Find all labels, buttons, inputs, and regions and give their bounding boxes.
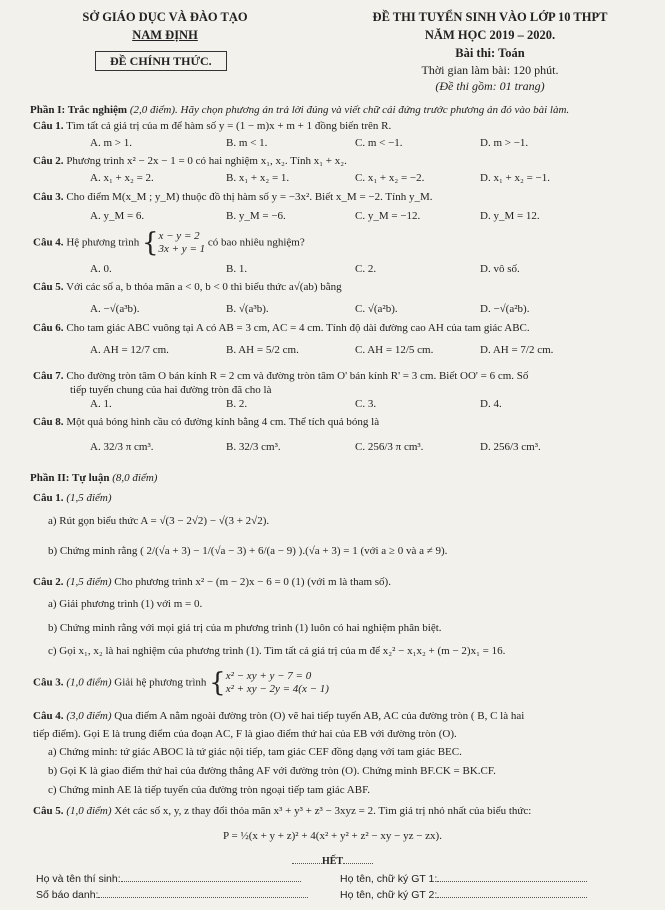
q4-label: Câu 4. [33,236,64,249]
left-city: NAM ĐỊNH [132,28,198,42]
page-count: (Đề thi gồm: 01 trang) [435,79,545,93]
supervisor1-line [340,873,587,885]
q8-text: Một quả bóng hình cầu có đường kính bằng 4 cm. Thể tích quả bóng là [66,416,380,428]
supervisor1-label: Họ tên, chữ ký GT 1: [340,873,438,885]
q1-text: Tìm tất cả giá trị của m để hàm số y = (1 − m)x + m + 1 đồng biến trên R. [66,120,392,132]
part2-heading [30,472,157,485]
q3-stem [33,191,432,204]
essay-q2-b: b) Chứng minh rằng với mọi giá trị của m phương trình (1) luôn có hai nghiệm phân biệt. [48,622,442,634]
essay-q2-a: a) Giải phương trình (1) với m = 0. [48,598,203,610]
q3-opt-b: B. y_M = −6. [226,210,286,222]
essay-q2-label: Câu 2. [33,576,64,588]
q4-sys-line1: x − y = 2 [158,230,200,242]
essay-q3-system [226,670,329,696]
end-label: HẾT [321,856,344,867]
q5-label: Câu 5. [33,281,64,293]
candidate-number-line [36,889,308,901]
q5-text: Với các số a, b thỏa mãn a < 0, b < 0 thì biểu thức a√(ab) bằng [66,281,342,293]
essay-q2-points: (1,5 điểm) [66,576,112,588]
q4-stem [33,230,305,256]
q4-opt-c: C. 2. [355,263,377,275]
q8-label: Câu 8. [33,416,64,428]
q3-opt-a: A. y_M = 6. [90,210,145,222]
essay-q1-b: b) Chứng minh rằng ( 2/(√a + 3) − 1/(√a − 3) + 6/(a − 9) ).(√a + 3) = 1 (với a ≥ 0 và a ≠ 9). [48,545,448,557]
q5-opt-b: B. √(a³b). [226,303,269,315]
q6-text: Cho tam giác ABC vuông tại A có AB = 3 cm, AC = 4 cm. Tính độ dài đường cao AH của tam giác ABC. [66,322,530,334]
q3-text: Cho điểm M(x_M ; y_M) thuộc đồ thị hàm số y = −3x². Biết x_M = −2. Tính y_M. [66,191,433,203]
q7-text: Cho đường tròn tâm O bán kính R = 2 cm và đường tròn tâm O' bán kính R' = 3 cm. Biết OO' = 6 cm. Số [66,370,529,382]
q8-opt-d: D. 256/3 cm³. [480,441,541,453]
q4-text-after: có bao nhiêu nghiệm? [207,236,305,249]
essay-q1-a: a) Rút gọn biểu thức A = √(3 − 2√2) − √(3 + 2√2). [48,515,270,527]
q6-opt-b: B. AH = 5/2 cm. [226,344,299,356]
part1-points: (2,0 điểm). [129,104,178,116]
end-dots-left [292,863,322,864]
q5-stem [33,281,342,294]
q8-opt-a: A. 32/3 π cm³. [90,441,154,453]
q1-label: Câu 1. [33,120,64,132]
q3-opt-c: C. y_M = −12. [355,210,421,222]
left-org: SỞ GIÁO DỤC VÀ ĐÀO TẠO [82,10,248,24]
q6-opt-d: D. AH = 7/2 cm. [480,344,554,356]
q7-opt-a: A. 1. [90,398,112,410]
essay-q5-text: Xét các số x, y, z thay đổi thỏa mãn x³ + y³ + z³ − 3xyz = 2. Tìm giá trị nhỏ nhất của biểu thức: [114,805,532,817]
q1-opt-a: A. m > 1. [90,137,132,149]
part1-heading [30,104,569,117]
candidate-number-label: Số báo danh: [36,889,99,901]
q8-stem [33,416,379,429]
candidate-name-label: Họ và tên thí sinh: [36,873,121,885]
supervisor2-blank [437,897,587,898]
q8-opt-c: C. 256/3 π cm³. [355,441,424,453]
candidate-name-blank [121,881,301,882]
q7-opt-c: C. 3. [355,398,377,410]
q7-stem [33,370,528,383]
end-dots-right [343,863,373,864]
essay-q4-b: b) Gọi K là giao điểm thứ hai của đường thẳng AF với đường tròn (O). Chứng minh BF.CK = BK.CF. [48,765,496,777]
q8-opt-b: B. 32/3 cm³. [226,441,281,453]
essay-q3-sys-line1: x² − xy + y − 7 = 0 [225,670,312,682]
duration: Thời gian làm bài: 120 phút. [421,63,559,77]
q4-text-before: Hệ phương trình [66,236,140,249]
exam-title: ĐỀ THI TUYỂN SINH VÀO LỚP 10 THPT [372,10,608,24]
end-marker [0,856,665,867]
q4-sys-line2: 3x + y = 1 [158,243,206,255]
essay-q4-heading [33,710,524,723]
essay-q5-formula: P = ½(x + y + z)² + 4(x² + y² + z² − xy − yz − zx). [223,830,442,842]
q1-opt-c: C. m < −1. [355,137,403,149]
essay-q1-heading [33,492,112,505]
essay-q1-points: (1,5 điểm) [66,492,112,504]
q5-opt-a: A. −√(a³b). [90,303,140,315]
q4-opt-b: B. 1. [226,263,248,275]
q3-label: Câu 3. [33,191,64,203]
q5-opt-d: D. −√(a²b). [480,303,530,315]
q2-opt-d: D. x₁ + x₂ = −1. [480,172,550,184]
official-badge: ĐỀ CHÍNH THỨC. [95,51,227,71]
q6-stem [33,322,530,335]
q2-opt-b: B. x₁ + x₂ = 1. [226,172,290,184]
part2-points: (8,0 điểm) [112,472,158,484]
official-badge-wrap [95,52,227,70]
q1-opt-d: D. m > −1. [480,137,529,149]
q6-label: Câu 6. [33,322,64,334]
essay-q2-heading [33,576,391,589]
brace-icon: { [141,228,159,258]
candidate-name-line [36,873,301,885]
q7-opt-b: B. 2. [226,398,248,410]
essay-q4-text-cont: tiếp điểm). Gọi E là trung điểm của đoạn AC, F là giao điểm thứ hai của EB với đường tròn (O). [33,728,457,740]
q2-label: Câu 2. [33,155,64,167]
essay-q5-label: Câu 5. [33,805,64,817]
part1-title: Phần I: Trắc nghiệm [30,104,128,116]
subject: Bài thi: Toán [455,46,525,60]
q3-opt-d: D. y_M = 12. [480,210,540,222]
supervisor1-blank [437,881,587,882]
candidate-number-blank [98,897,308,898]
q1-opt-b: B. m < 1. [226,137,268,149]
essay-q4-points: (3,0 điểm) [66,710,112,722]
q2-stem [33,155,347,168]
brace-icon: { [209,668,226,698]
essay-q5-points: (1,0 điểm) [66,805,112,817]
part1-instruction: Hãy chọn phương án trả lời đúng và viết chữ cái đứng trước phương án đó vào bài làm. [180,104,570,116]
q2-opt-a: A. x₁ + x₂ = 2. [90,172,154,184]
essay-q3-sys-line2: x² + xy − 2y = 4(x − 1) [225,683,329,695]
supervisor2-line [340,889,587,901]
q4-opt-a: A. 0. [90,263,112,275]
essay-q4-text: Qua điểm A nằm ngoài đường tròn (O) vẽ hai tiếp tuyến AB, AC của đường tròn ( B, C là hai [114,710,525,722]
q7-opt-d: D. 4. [480,398,502,410]
q1-stem [33,120,391,133]
essay-q3-points: (1,0 điểm) [66,676,112,689]
q6-opt-a: A. AH = 12/7 cm. [90,344,169,356]
essay-q4-a: a) Chứng minh: tứ giác ABOC là tứ giác nội tiếp, tam giác CEF đồng dạng với tam giác BEC. [48,746,462,758]
essay-q4-label: Câu 4. [33,710,64,722]
essay-q1-label: Câu 1. [33,492,64,504]
school-year: NĂM HỌC 2019 – 2020. [424,28,556,42]
q2-opt-c: C. x₁ + x₂ = −2. [355,172,425,184]
essay-q3-text: Giải hệ phương trình [114,676,207,689]
q5-opt-c: C. √(a²b). [355,303,398,315]
q6-opt-c: C. AH = 12/5 cm. [355,344,434,356]
essay-q5-heading [33,805,531,818]
part2-title: Phần II: Tự luận [30,472,110,484]
essay-q3 [33,670,329,696]
essay-q2-c: c) Gọi x₁, x₂ là hai nghiệm của phương trình (1). Tìm tất cả giá trị của m để x₂² − x₁x₂ + (m − 2)x₁ = 16. [48,645,506,657]
supervisor2-label: Họ tên, chữ ký GT 2: [340,889,438,901]
q4-system [159,230,206,256]
q4-opt-d: D. vô số. [480,263,520,275]
q7-stem-cont: tiếp tuyến chung của hai đường tròn đã cho là [70,384,272,396]
essay-q2-text: Cho phương trình x² − (m − 2)x − 6 = 0 (1) (với m là tham số). [114,576,391,588]
q7-label: Câu 7. [33,370,64,382]
essay-q3-label: Câu 3. [33,676,64,689]
essay-q4-c: c) Chứng minh AE là tiếp tuyến của đường tròn ngoại tiếp tam giác ABF. [48,784,371,796]
q2-text: Phương trình x² − 2x − 1 = 0 có hai nghiệm x₁, x₂. Tính x₁ + x₂. [66,155,347,167]
